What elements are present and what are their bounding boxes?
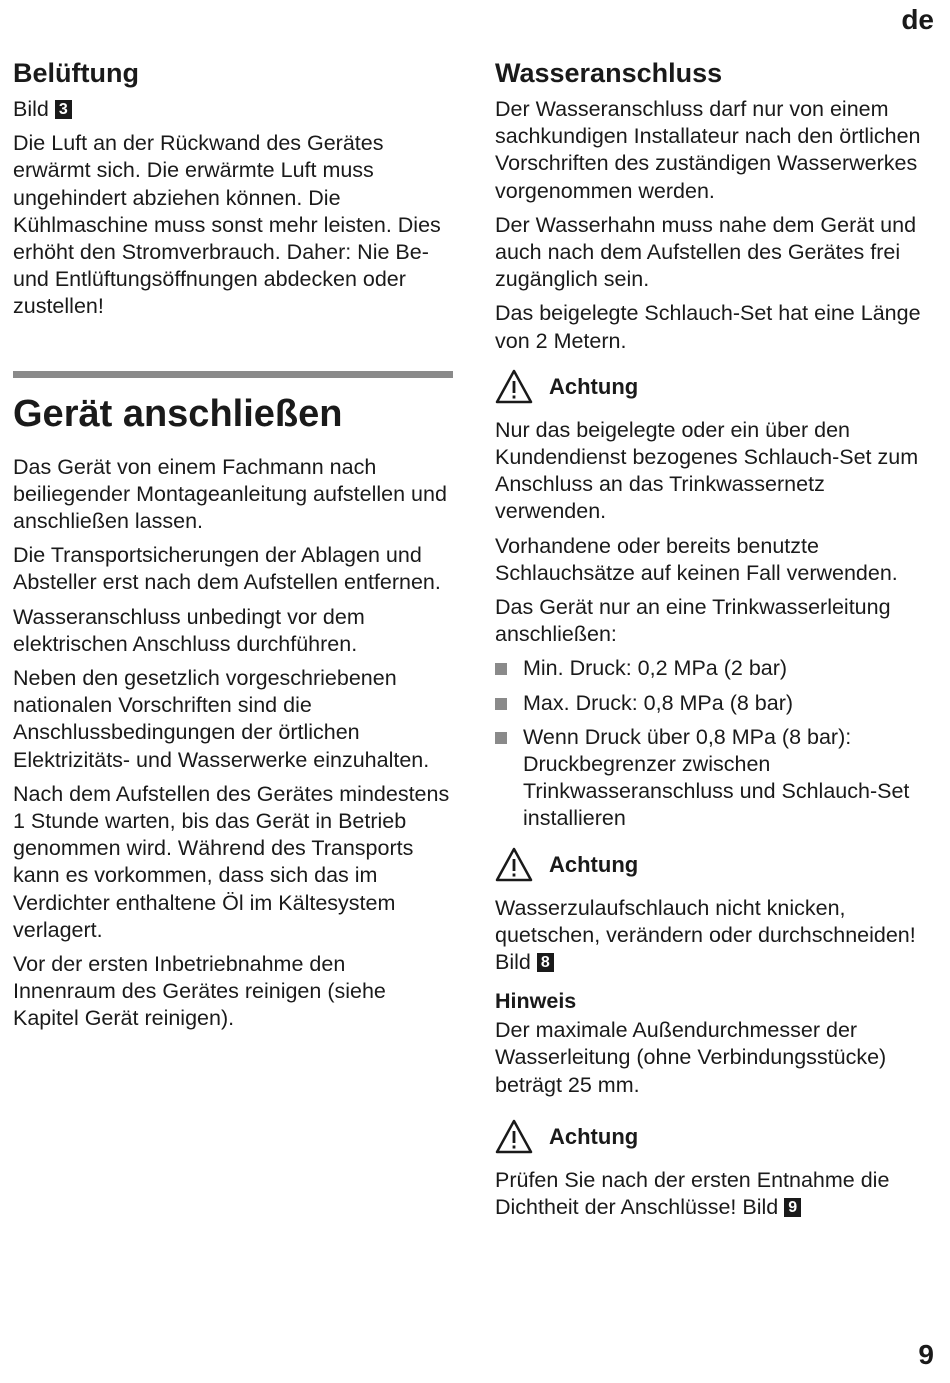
paragraph: Die Transportsicherungen der Ablagen und Absteller erst nach dem Aufstellen entfernen. <box>13 543 441 595</box>
figure-number-badge: 3 <box>55 100 72 119</box>
paragraph: Nach dem Aufstellen des Gerätes mindestens 1 Stunde warten, bis das Gerät in Betrieb genommen wird. Während des Transports kann es vorkommen, dass sich das im Verdichter enthaltene Öl im Kältesystem verlagert. <box>13 781 450 942</box>
list-item: Wenn Druck über 0,8 MPa (8 bar): Druckbegrenzer zwischen Trinkwasseranschluss und Schlauch-Set installieren <box>495 724 935 833</box>
bullet-square-icon <box>495 698 507 710</box>
paragraph: Wasseranschluss unbedingt vor dem elektrischen Anschluss durchführen. <box>13 604 365 656</box>
paragraph: Prüfen Sie nach der ersten Entnahme die Dichtheit der Anschlüsse! Bild 9 <box>495 1167 890 1220</box>
section-title-geraet-anschliessen: Gerät anschließen <box>13 392 343 435</box>
warning-label: Achtung <box>549 1123 639 1149</box>
figure-label: Bild <box>13 97 49 121</box>
right-column <box>495 56 935 1228</box>
warning-triangle-icon <box>495 1119 533 1155</box>
warning-heading <box>495 1115 935 1159</box>
note-heading: Hinweis <box>495 989 577 1014</box>
list-item: Max. Druck: 0,8 MPa (8 bar) <box>495 690 935 717</box>
page-number: 9 <box>918 1339 934 1370</box>
paragraph: Vor der ersten Inbetriebnahme den Innenraum des Gerätes reinigen (siehe Kapitel Gerät reinigen). <box>13 952 386 1031</box>
paragraph: Das Gerät von einem Fachmann nach beiliegender Montageanleitung aufstellen und anschließen lassen. <box>13 454 447 534</box>
paragraph: Der maximale Außendurchmesser der Wasserleitung (ohne Verbindungsstücke) beträgt 25 mm. <box>495 1018 887 1097</box>
warning-triangle-icon <box>495 847 533 883</box>
figure-number-badge: 9 <box>784 1198 801 1217</box>
paragraph: Das beigelegte Schlauch-Set hat eine Länge von 2 Metern. <box>495 301 921 353</box>
warning-label: Achtung <box>549 373 639 399</box>
warning-label: Achtung <box>549 851 639 877</box>
figure-number-badge: 8 <box>537 953 554 972</box>
figure-reference <box>13 96 453 123</box>
bullet-square-icon <box>495 732 507 744</box>
paragraph: Neben den gesetzlich vorgeschriebenen nationalen Vorschriften sind die Anschlussbedingungen der örtlichen Elektrizitäts- und Wasserwerke einzuhalten. <box>13 666 430 772</box>
warning-heading <box>495 843 935 887</box>
paragraph: Wasserzulaufschlauch nicht knicken, quetschen, verändern oder durchschneiden! Bild 8 <box>495 895 916 975</box>
pressure-list <box>495 655 935 832</box>
paragraph: Vorhandene oder bereits benutzte Schlauchsätze auf keinen Fall verwenden. <box>495 533 898 585</box>
warning-heading <box>495 365 935 409</box>
section-title-wasseranschluss: Wasseranschluss <box>495 58 723 88</box>
bullet-square-icon <box>495 663 507 675</box>
paragraph: Nur das beigelegte oder ein über den Kundendienst bezogenes Schlauch-Set zum Anschluss an das Trinkwassernetz verwenden. <box>495 417 919 524</box>
paragraph: Das Gerät nur an eine Trinkwasserleitung anschließen: <box>495 595 891 647</box>
section-title-belueftung: Belüftung <box>13 58 139 88</box>
paragraph: Der Wasseranschluss darf nur von einem sachkundigen Installateur nach den örtlichen Vorschriften des zuständigen Wasserwerkes vorgenommen werden. <box>495 97 921 203</box>
left-column <box>13 56 453 1040</box>
list-item: Min. Druck: 0,2 MPa (2 bar) <box>495 655 935 682</box>
warning-triangle-icon <box>495 369 533 405</box>
paragraph: Der Wasserhahn muss nahe dem Gerät und auch nach dem Aufstellen des Gerätes frei zugänglich sein. <box>495 212 917 292</box>
section-divider <box>13 371 453 378</box>
paragraph: Die Luft an der Rückwand des Gerätes erwärmt sich. Die erwärmte Luft muss ungehindert abziehen können. Die Kühlmaschine muss sonst mehr leisten. Dies erhöht den Stromverbrauch. Daher: Nie Be- und Entlüftungsöffnungen abdecken oder zustellen! <box>13 131 441 319</box>
language-label: de <box>901 4 934 35</box>
